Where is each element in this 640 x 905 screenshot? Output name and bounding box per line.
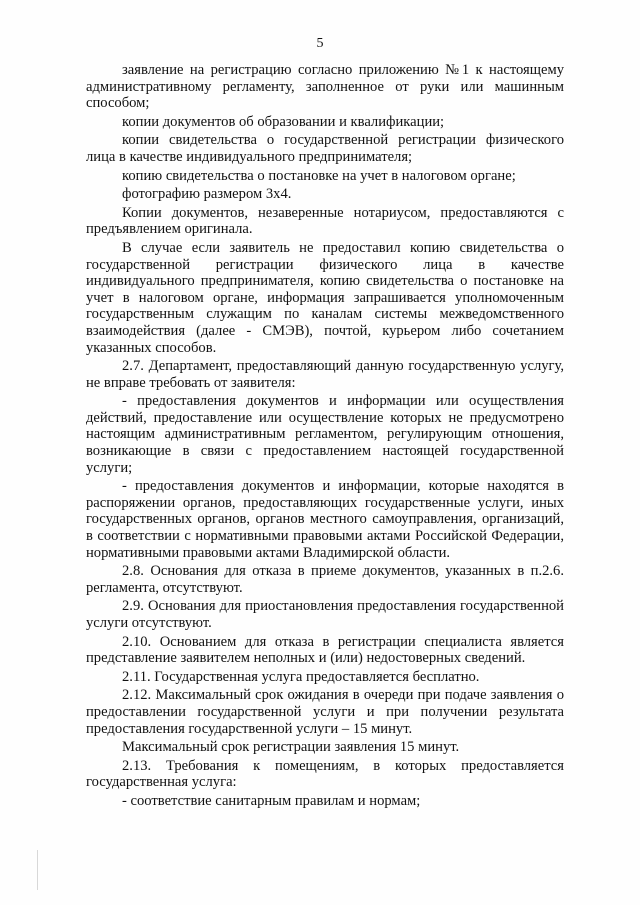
paragraph: фотографию размером 3х4. (122, 186, 292, 203)
page-number: 5 (316, 36, 324, 51)
paragraph: 2.13. Требования к помещениям, в которых предоставляется государственная услуга: (86, 757, 564, 791)
paragraph: - соответствие санитарным правилам и нормам; (122, 792, 421, 809)
paragraph: - предоставления документов и информации или осуществления действий, предоставление или осуществление которых не предусмотрено настоящим административным регламентом, регулирующим отношения, возникающие в связи с предоставлением настоящей государственной услуги; (86, 393, 564, 476)
paragraph: 2.11. Государственная услуга предоставляется бесплатно. (122, 668, 480, 685)
paragraph: копии документов об образовании и квалификации; (122, 113, 445, 130)
document-body (86, 62, 564, 812)
paragraph: 2.8. Основания для отказа в приеме документов, указанных в п.2.6. регламента, отсутствуют. (86, 563, 564, 596)
paragraph: копию свидетельства о постановке на учет в налоговом органе; (122, 167, 516, 184)
scan-artifact (37, 850, 38, 890)
paragraph: 2.9. Основания для приостановления предоставления государственной услуги отсутствуют. (86, 598, 564, 631)
paragraph: 2.10. Основанием для отказа в регистрации специалиста является представление заявителем неполных и (или) недостоверных сведений. (86, 633, 564, 667)
paragraph: 2.7. Департамент, предоставляющий данную государственную услугу, не вправе требовать от заявителя: (86, 358, 564, 391)
paragraph: 2.12. Максимальный срок ожидания в очереди при подаче заявления о предоставлении государственной услуги и при получении результата предоставления государственной услуги – 15 минут. (86, 687, 564, 737)
paragraph: - предоставления документов и информации, которые находятся в распоряжении органов, предоставляющих государственные услуги, иных государственных органов, органов местного самоуправления, организаций, в соответствии с нормативными правовыми актами Российской Федерации, нормативными правовыми актами Владимирской области. (86, 478, 564, 561)
paragraph: заявление на регистрацию согласно приложению №1 к настоящему административному регламенту, заполненное от руки или машинным способом; (86, 62, 564, 112)
paragraph: Максимальный срок регистрации заявления 15 минут. (122, 739, 460, 756)
paragraph: копии свидетельства о государственной регистрации физического лица в качестве индивидуального предпринимателя; (86, 132, 564, 165)
paragraph: В случае если заявитель не предоставил копию свидетельства о государственной регистрации физического лица в качестве индивидуального предпринимателя, копию свидетельства о постановке на учет в налоговом органе, информация запрашивается уполномоченным государственным служащим по каналам системы межведомственного взаимодействия (далее - СМЭВ), почтой, курьером либо сочетанием указанных способов. (86, 239, 564, 356)
paragraph: Копии документов, незаверенные нотариусом, предоставляются с предъявлением оригинала. (86, 204, 564, 238)
